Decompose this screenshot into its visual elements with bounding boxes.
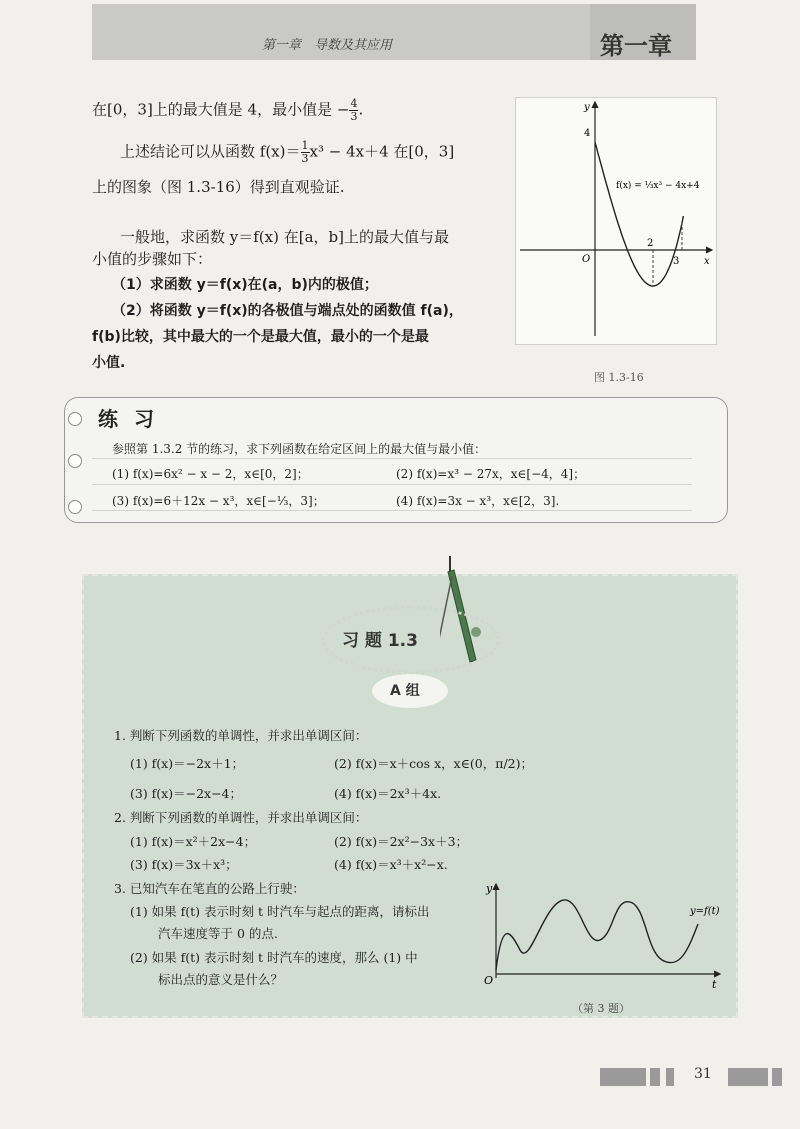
practice-item-1: (1) f(x)=6x² − x − 2，x∈[0，2]；	[112, 467, 309, 481]
cubic-graph	[516, 98, 716, 344]
q3-part-1b: 汽车速度等于 0 的点.	[158, 926, 278, 941]
fig-y-label: y	[584, 102, 590, 113]
step-2c: 小值.	[92, 355, 126, 371]
chapter-badge: 第一章	[600, 32, 672, 60]
practice-item-3: (3) f(x)=6＋12x − x³，x∈[−⅓，3]；	[112, 494, 325, 508]
fig-tick-x-2: 2	[647, 238, 654, 249]
footer-bar	[666, 1068, 674, 1086]
position-curve	[496, 900, 698, 970]
header-title: 第一章 导数及其应用	[262, 38, 393, 53]
q1-item-4: (4) f(x)＝2x³＋4x.	[334, 786, 442, 801]
rule-line	[92, 458, 692, 459]
fig-origin-label: O	[582, 254, 591, 265]
step-2b: f(b)比较，其中最大的一个是最大值，最小的一个是最	[92, 329, 429, 345]
footer-bar	[650, 1068, 660, 1086]
q1-item-3: (3) f(x)＝−2x−4；	[130, 786, 243, 801]
graph-t-label: t	[712, 978, 717, 991]
q3-part-2a: (2) 如果 f(t) 表示时刻 t 时汽车的速度，那么 (1) 中	[130, 950, 418, 965]
text-line-1: 在[0，3]上的最大值是 4，最小值是 − $\frac{4}{3}$ .	[92, 97, 364, 123]
practice-title: 练习	[98, 407, 170, 431]
cubic-curve	[595, 142, 683, 286]
rule-line	[92, 484, 692, 485]
exercise-title: 习 题 1.3	[342, 631, 418, 651]
text-line-2: 上述结论可以从函数 f(x)＝ $\frac{1}{3}$ x³ − 4x＋4 在[0，3]	[120, 139, 455, 165]
ring-decoration	[68, 500, 82, 514]
page-number: 31	[694, 1066, 712, 1082]
question-1: 1. 判断下列函数的单调性，并求出单调区间：	[114, 728, 368, 743]
practice-item-4: (4) f(x)=3x − x³，x∈[2，3].	[396, 494, 560, 508]
q3-part-2b: 标出点的意义是什么？	[158, 972, 284, 987]
text-line-3: 上的图象（图 1.3-16）得到直观验证.	[92, 178, 345, 196]
step-1: （1）求函数 y＝f(x)在(a，b)内的极值；	[112, 277, 378, 293]
ring-decoration	[68, 412, 82, 426]
fig-tick-y-4: 4	[584, 128, 591, 139]
graph-y-label: y	[486, 882, 493, 895]
graph-curve-label: y=f(t)	[690, 906, 720, 917]
text-line-4: 一般地，求函数 y＝f(x) 在[a，b]上的最大值与最	[120, 228, 449, 246]
footer-bar	[600, 1068, 646, 1086]
question-3: 3. 已知汽车在笔直的公路上行驶：	[114, 881, 305, 896]
step-2a: （2）将函数 y＝f(x)的各极值与端点处的函数值 f(a)，	[112, 303, 463, 319]
fig-x-label: x	[704, 256, 710, 267]
fig-tick-x-3: 3	[673, 256, 680, 267]
q1-item-1: (1) f(x)＝−2x＋1；	[130, 756, 245, 771]
footer-bar	[772, 1068, 782, 1086]
question-2: 2. 判断下列函数的单调性，并求出单调区间：	[114, 810, 368, 825]
q2-item-4: (4) f(x)＝x³＋x²−x.	[334, 857, 448, 872]
q2-item-2: (2) f(x)＝2x²−3x＋3；	[334, 834, 469, 849]
practice-intro: 参照第 1.3.2 节的练习，求下列函数在给定区间上的最大值与最小值：	[112, 442, 487, 456]
q2-item-3: (3) f(x)＝3x＋x³；	[130, 857, 238, 872]
figure-1-3-16	[515, 97, 717, 345]
text-line-5: 小值的步骤如下：	[92, 250, 213, 268]
question-3-graph	[484, 880, 724, 996]
figure-caption: 图 1.3-16	[594, 371, 644, 384]
question-3-caption: （第 3 题）	[572, 1002, 630, 1015]
rule-line	[92, 510, 692, 511]
practice-item-2: (2) f(x)=x³ − 27x，x∈[−4，4]；	[396, 467, 586, 481]
q3-part-1a: (1) 如果 f(t) 表示时刻 t 时汽车与起点的距离，请标出	[130, 904, 430, 919]
q2-item-1: (1) f(x)＝x²＋2x−4；	[130, 834, 257, 849]
footer-bar	[728, 1068, 768, 1086]
ring-decoration	[68, 454, 82, 468]
graph-origin-label: O	[484, 974, 494, 987]
q1-item-2: (2) f(x)＝x＋cos x，x∈(0，π/2)；	[334, 756, 534, 771]
fig-function-label: f(x) = ⅓x³ − 4x+4	[616, 181, 700, 191]
group-label: A 组	[390, 683, 420, 699]
